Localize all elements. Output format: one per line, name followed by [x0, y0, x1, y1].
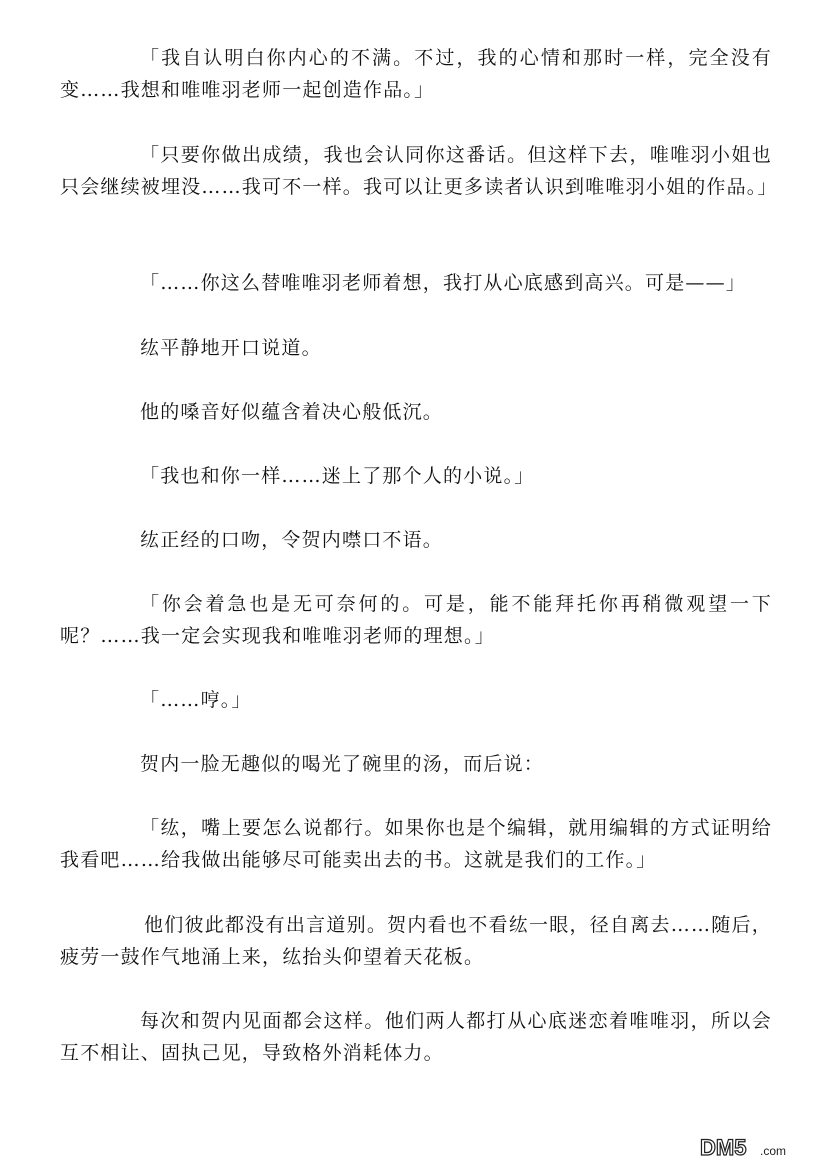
- paragraph: 他的嗓音好似蕴含着决心般低沉。: [140, 401, 444, 423]
- paragraph: 「你会着急也是无可奈何的。可是，能不能拜托你再稍微观望一下呢？……我一定会实现我和唯唯羽老师的理想。」: [60, 593, 772, 647]
- paragraph: 「只要你做出成绩，我也会认同你这番话。但这样下去，唯唯羽小姐也只会继续被埋没……我可不一样。我可以让更多读者认识到唯唯羽小姐的作品。」: [60, 144, 778, 198]
- paragraph: 「……哼。」: [140, 689, 252, 711]
- svg-text:DM5: DM5: [700, 1135, 747, 1160]
- paragraph: 每次和贺内见面都会这样。他们两人都打从心底迷恋着唯唯羽，所以会互不相让、固执己见，导致格外消耗体力。: [60, 1010, 772, 1064]
- paragraph: 贺内一脸无趣似的喝光了碗里的汤，而后说：: [140, 753, 545, 775]
- paragraph: 「我也和你一样……迷上了那个人的小说。」: [140, 465, 535, 487]
- paragraph: 「我自认明白你内心的不满。不过，我的心情和那时一样，完全没有变……我想和唯唯羽老师一起创造作品。」: [60, 47, 772, 101]
- paragraph: 「……你这么替唯唯羽老师着想，我打从心底感到高兴。可是——」: [140, 272, 747, 294]
- paragraph: 纮正经的口吻，令贺内噤口不语。: [140, 529, 444, 551]
- paragraph: 纮平静地开口说道。: [140, 337, 322, 359]
- paragraph: 「纮，嘴上要怎么说都行。如果你也是个编辑，就用编辑的方式证明给我看吧……给我做出能够尽可能卖出去的书。这就是我们的工作。」: [60, 817, 772, 871]
- svg-text:.com: .com: [760, 1144, 787, 1158]
- paragraph: 他们彼此都没有出言道别。贺内看也不看纮一眼，径自离去……随后，疲劳一鼓作气地涌上来，纮抬头仰望着天花板。: [60, 914, 772, 968]
- dm5-watermark-logo: [698, 1131, 808, 1161]
